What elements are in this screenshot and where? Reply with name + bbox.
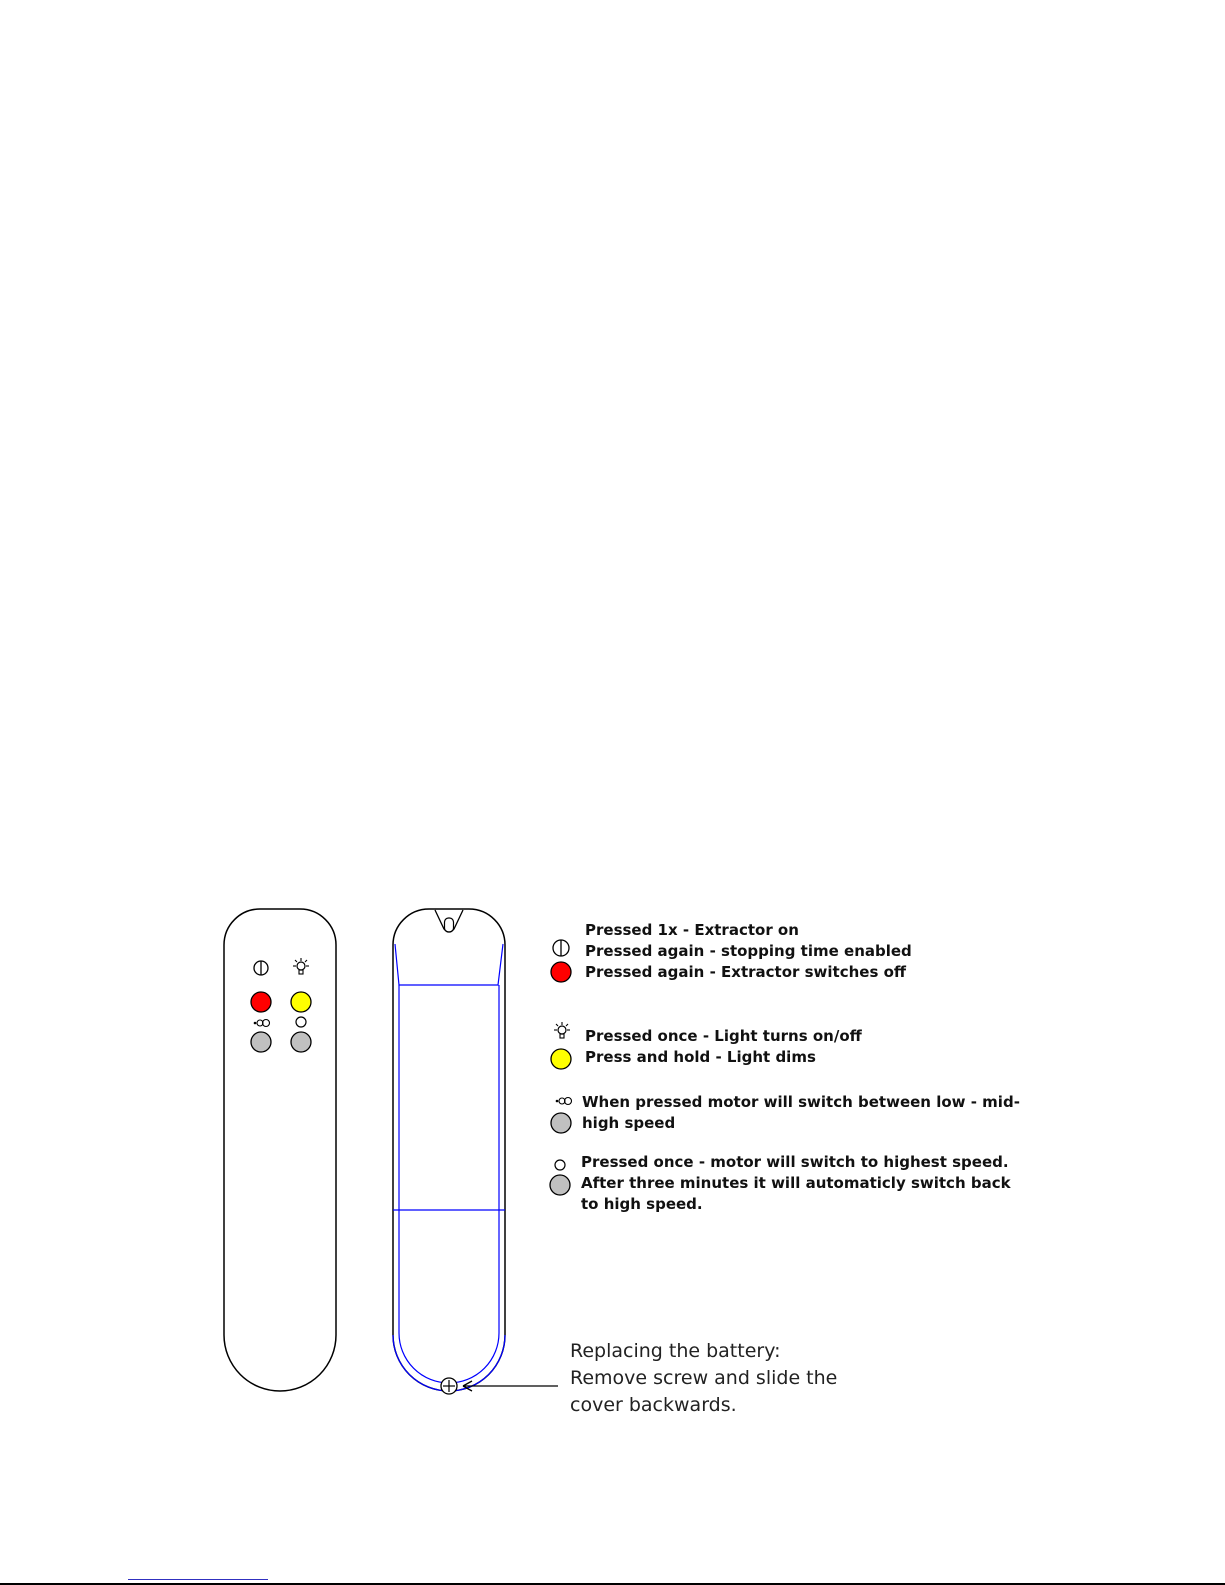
light-line-1: Pressed once - Light turns on/off (585, 1027, 862, 1045)
legend-boost-button (550, 1175, 570, 1195)
legend-power (551, 940, 571, 982)
battery-line-1: Replacing the battery: (570, 1340, 781, 1362)
legend-light-button (551, 1049, 571, 1069)
speed-button[interactable] (251, 1032, 271, 1052)
battery-line-2: Remove screw and slide the (570, 1367, 838, 1389)
boost-line-1: Pressed once - motor will switch to highest speed. (581, 1153, 1009, 1171)
power-line-3: Pressed again - Extractor switches off (585, 963, 907, 981)
power-line-1: Pressed 1x - Extractor on (585, 921, 799, 939)
boost-line-2: After three minutes it will automaticly switch back (581, 1174, 1011, 1192)
legend-boost (550, 1160, 570, 1195)
legend-power-button (551, 962, 571, 982)
screw-icon (441, 1378, 457, 1394)
legend-light (551, 1022, 571, 1069)
remote-back-view (393, 909, 558, 1394)
light-line-2: Press and hold - Light dims (585, 1048, 816, 1066)
legend-power-icon (553, 940, 569, 956)
speed-line-2: high speed (582, 1114, 676, 1132)
battery-instructions (570, 1338, 837, 1419)
boost-button[interactable] (291, 1032, 311, 1052)
legend-speed (551, 1098, 572, 1134)
footnote-separator (128, 1579, 268, 1580)
speed-description (582, 1092, 1020, 1134)
power-button[interactable] (251, 992, 271, 1012)
power-description (585, 920, 912, 983)
boost-description (581, 1152, 1011, 1215)
battery-line-3: cover backwards. (570, 1394, 737, 1416)
legend-bulb-icon (554, 1022, 570, 1038)
remote-front-body (224, 909, 336, 1391)
remote-back-body (393, 909, 505, 1391)
power-line-2: Pressed again - stopping time enabled (585, 942, 912, 960)
light-button[interactable] (291, 992, 311, 1012)
remote-front-view (224, 909, 336, 1391)
boost-line-3: to high speed. (581, 1195, 703, 1213)
legend-speed-button (551, 1113, 571, 1133)
light-description (585, 1026, 862, 1068)
legend-speed-icon (556, 1098, 572, 1105)
legend-boost-icon (555, 1160, 565, 1170)
speed-line-1: When pressed motor will switch between low - mid- (582, 1093, 1020, 1111)
